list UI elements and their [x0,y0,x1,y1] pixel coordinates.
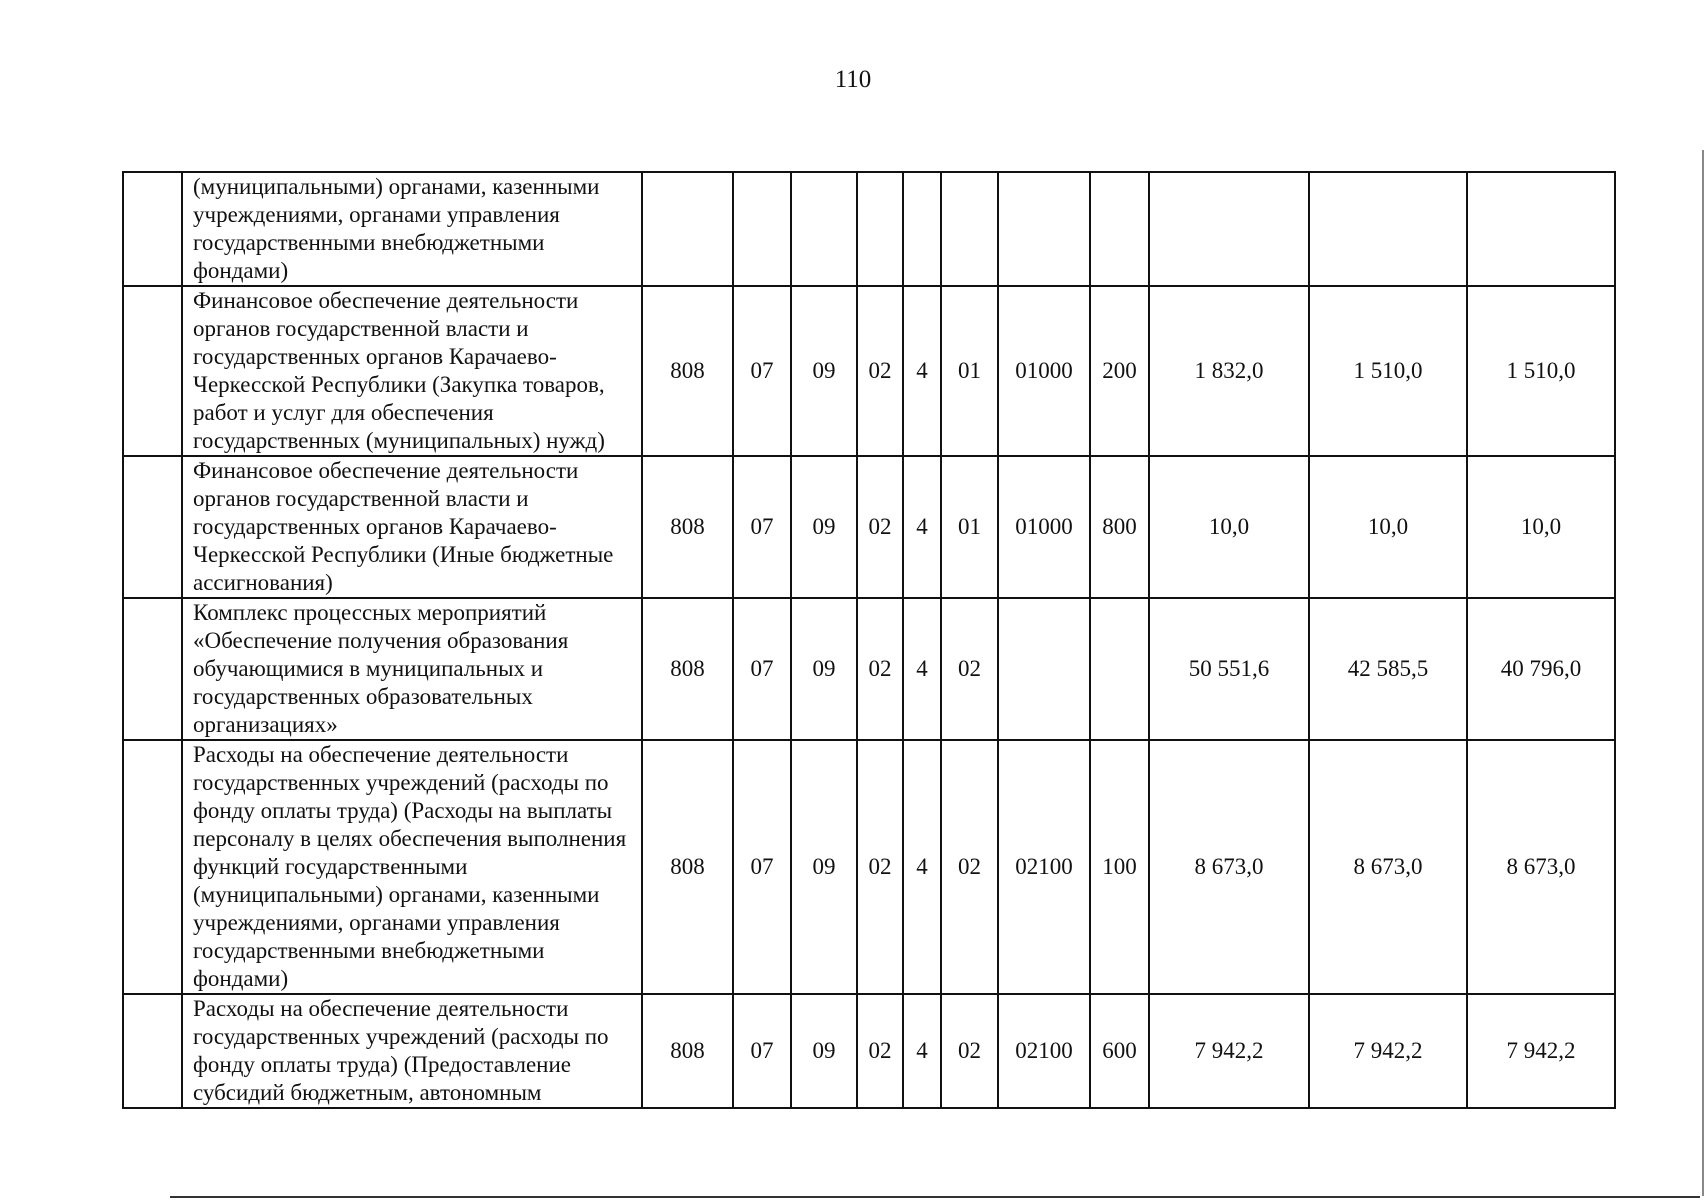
table-row [123,994,1615,1108]
section-code-cell: 07 [733,598,791,740]
ministry-code-cell: 808 [642,286,733,456]
description-cell: Расходы на обеспечение деятельности государственных учреждений (расходы по фонду оплаты труда) (Предоставление субсидий бюджетным, автономным [182,994,642,1108]
subprogram-code-cell: 4 [903,286,941,456]
direction-code-cell [998,598,1090,740]
subprogram-code-cell: 4 [903,740,941,994]
row-number-cell [123,172,182,286]
ministry-code-cell: 808 [642,994,733,1108]
expense-type-cell [1090,172,1149,286]
subsection-code-cell: 09 [791,994,857,1108]
activity-code-cell: 02 [941,598,998,740]
amount-year3-cell: 8 673,0 [1467,740,1615,994]
expense-type-cell: 800 [1090,456,1149,598]
description-cell: (муниципальными) органами, казенными учреждениями, органами управления государственными внебюджетными фондами) [182,172,642,286]
ministry-code-cell [642,172,733,286]
amount-year1-cell: 50 551,6 [1149,598,1309,740]
program-code-cell [857,172,903,286]
amount-year2-cell [1309,172,1467,286]
table-row [123,286,1615,456]
table-row [123,740,1615,994]
row-number-cell [123,994,182,1108]
direction-code-cell: 01000 [998,286,1090,456]
expense-type-cell: 100 [1090,740,1149,994]
section-code-cell: 07 [733,740,791,994]
activity-code-cell: 01 [941,286,998,456]
amount-year2-cell: 7 942,2 [1309,994,1467,1108]
table-row [123,598,1615,740]
program-code-cell: 02 [857,456,903,598]
program-code-cell: 02 [857,994,903,1108]
expense-type-cell: 600 [1090,994,1149,1108]
scan-edge-line [1702,150,1704,1196]
subsection-code-cell: 09 [791,286,857,456]
activity-code-cell: 02 [941,740,998,994]
activity-code-cell: 01 [941,456,998,598]
budget-table [122,171,1616,1109]
table-row [123,456,1615,598]
ministry-code-cell: 808 [642,598,733,740]
section-code-cell [733,172,791,286]
amount-year3-cell: 10,0 [1467,456,1615,598]
description-cell: Финансовое обеспечение деятельности органов государственной власти и государственных органов Карачаево-Черкесской Республики (Закупка товаров, работ и услуг для обеспечения государственных (муниципальных) нужд) [182,286,642,456]
expense-type-cell [1090,598,1149,740]
direction-code-cell: 01000 [998,456,1090,598]
table-row [123,172,1615,286]
amount-year2-cell: 8 673,0 [1309,740,1467,994]
amount-year3-cell: 1 510,0 [1467,286,1615,456]
subsection-code-cell: 09 [791,740,857,994]
amount-year3-cell [1467,172,1615,286]
program-code-cell: 02 [857,598,903,740]
section-code-cell: 07 [733,994,791,1108]
description-cell: Финансовое обеспечение деятельности органов государственной власти и государственных органов Карачаево-Черкесской Республики (Иные бюджетные ассигнования) [182,456,642,598]
expense-type-cell: 200 [1090,286,1149,456]
amount-year2-cell: 1 510,0 [1309,286,1467,456]
direction-code-cell [998,172,1090,286]
amount-year1-cell [1149,172,1309,286]
amount-year1-cell: 10,0 [1149,456,1309,598]
amount-year2-cell: 42 585,5 [1309,598,1467,740]
subprogram-code-cell: 4 [903,598,941,740]
row-number-cell [123,286,182,456]
ministry-code-cell: 808 [642,740,733,994]
subsection-code-cell: 09 [791,598,857,740]
program-code-cell: 02 [857,740,903,994]
direction-code-cell: 02100 [998,740,1090,994]
amount-year1-cell: 1 832,0 [1149,286,1309,456]
amount-year1-cell: 7 942,2 [1149,994,1309,1108]
section-code-cell: 07 [733,456,791,598]
ministry-code-cell: 808 [642,456,733,598]
subprogram-code-cell [903,172,941,286]
section-code-cell: 07 [733,286,791,456]
subsection-code-cell [791,172,857,286]
amount-year2-cell: 10,0 [1309,456,1467,598]
subprogram-code-cell: 4 [903,456,941,598]
description-cell: Комплекс процессных мероприятий «Обеспечение получения образования обучающимися в муниципальных и государственных образовательных организациях» [182,598,642,740]
subsection-code-cell: 09 [791,456,857,598]
direction-code-cell: 02100 [998,994,1090,1108]
subprogram-code-cell: 4 [903,994,941,1108]
scan-edge-line [170,1196,1700,1198]
row-number-cell [123,598,182,740]
program-code-cell: 02 [857,286,903,456]
amount-year3-cell: 40 796,0 [1467,598,1615,740]
page-number: 110 [834,66,872,93]
activity-code-cell: 02 [941,994,998,1108]
amount-year1-cell: 8 673,0 [1149,740,1309,994]
description-cell: Расходы на обеспечение деятельности государственных учреждений (расходы по фонду оплаты труда) (Расходы на выплаты персоналу в целях обеспечения выполнения функций государственными (муниципальными) органами, казенными учреждениями, органами управления государственными внебюджетными фондами) [182,740,642,994]
row-number-cell [123,740,182,994]
activity-code-cell [941,172,998,286]
amount-year3-cell: 7 942,2 [1467,994,1615,1108]
row-number-cell [123,456,182,598]
